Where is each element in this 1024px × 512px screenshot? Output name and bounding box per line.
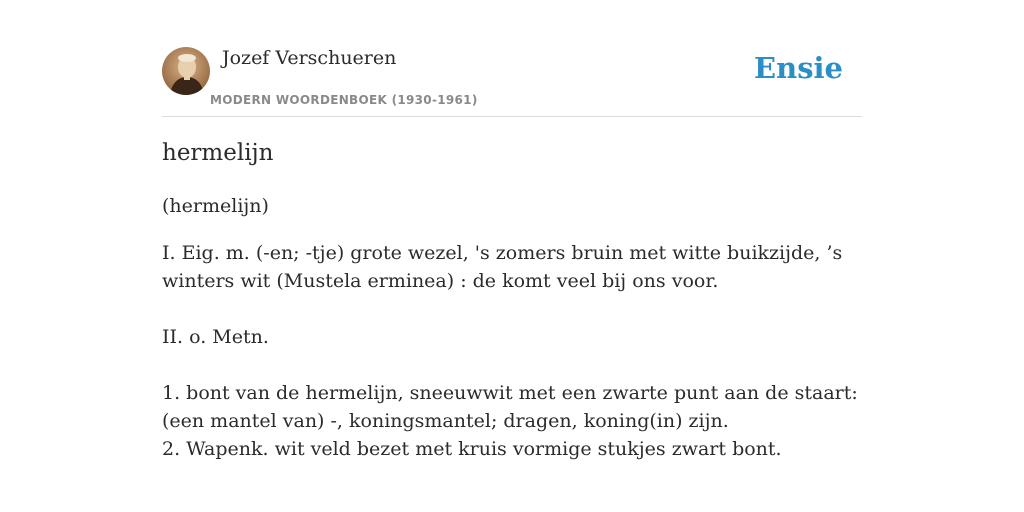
spacer bbox=[162, 351, 867, 379]
sense-item: 1. bont van de hermelijn, sneeuwwit met een zwarte punt aan de staart: (een mantel van) -, koningsmantel; dragen, koning(in) zijn. bbox=[162, 382, 858, 432]
author-name[interactable]: Jozef Verschueren bbox=[222, 47, 397, 69]
entry-content bbox=[162, 192, 867, 463]
term-alt-form: (hermelijn) bbox=[162, 195, 269, 217]
definition-paragraph: I. Eig. m. (-en; -tje) grote wezel, 's zomers bruin met witte buikzijde, ’s winters wit (Mustela erminea) : de komt veel bij ons voor. bbox=[162, 242, 843, 292]
author-avatar[interactable] bbox=[162, 47, 210, 95]
source-dictionary-label[interactable]: MODERN WOORDENBOEK (1930-1961) bbox=[210, 93, 478, 107]
sense-item: 2. Wapenk. wit veld bezet met kruis vormige stukjes zwart bont. bbox=[162, 438, 782, 460]
author-portrait-icon bbox=[162, 47, 210, 95]
term-title: hermelijn bbox=[162, 140, 274, 166]
definition-paragraph: II. o. Metn. bbox=[162, 326, 269, 348]
spacer bbox=[162, 295, 867, 323]
entry-header bbox=[162, 44, 862, 117]
brand-logo[interactable]: Ensie bbox=[754, 51, 843, 85]
